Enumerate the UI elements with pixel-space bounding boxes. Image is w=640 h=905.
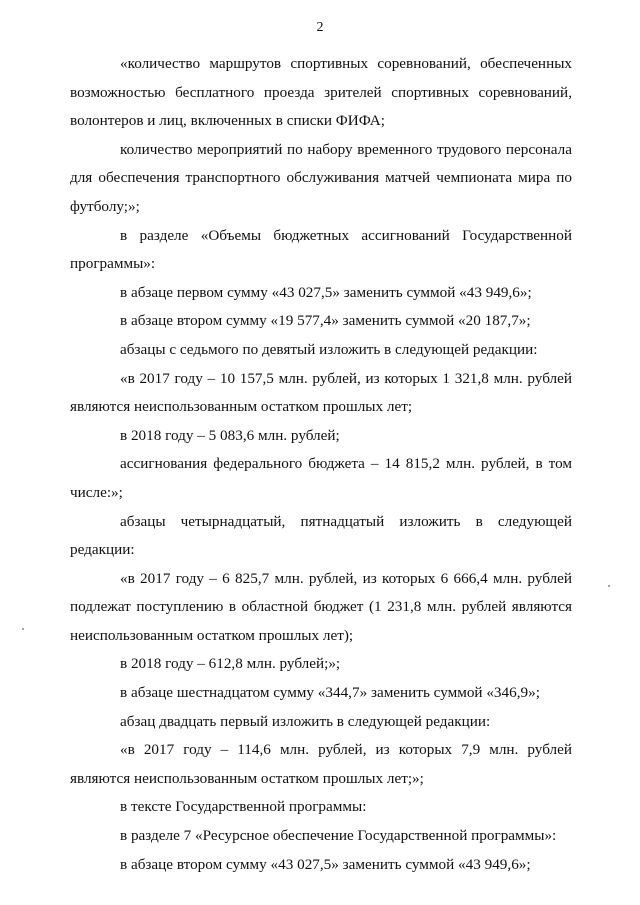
paragraph: количество мероприятий по набору временного трудового персонала для обеспечения транспортного обслуживания матчей чемпионата мира по футболу;»; [70, 140, 572, 215]
paragraph: в 2018 году – 5 083,6 млн. рублей; [120, 426, 340, 444]
paragraph: «в 2017 году – 114,6 млн. рублей, из которых 7,9 млн. рублей являются неиспользованным остатком прошлых лет;»; [70, 741, 572, 787]
paragraph: «количество маршрутов спортивных соревнований, обеспеченных возможностью бесплатного проезда зрителей спортивных соревнований, волонтеров и лиц, включенных в списки ФИФА; [70, 55, 572, 130]
paragraph: абзацы с седьмого по девятый изложить в следующей редакции: [120, 340, 538, 358]
paragraph: в разделе «Объемы бюджетных ассигнований Государственной программы»: [70, 226, 572, 273]
document-body [70, 50, 572, 879]
paragraph: в разделе 7 «Ресурсное обеспечение Государственной программы»: [120, 827, 557, 845]
paragraph: «в 2017 году – 6 825,7 млн. рублей, из которых 6 666,4 млн. рублей подлежат поступлению в областной бюджет (1 231,8 млн. рублей являются неиспользованным остатком прошлых лет); [70, 569, 572, 644]
scan-speck [608, 585, 610, 587]
paragraph: в тексте Государственной программы: [120, 798, 367, 816]
page-number: 2 [316, 20, 324, 35]
paragraph: в 2018 году – 612,8 млн. рублей;»; [120, 655, 341, 673]
paragraph: абзацы четырнадцатый, пятнадцатый изложить в следующей редакции: [70, 512, 572, 559]
scan-speck [22, 628, 24, 630]
paragraph: абзац двадцать первый изложить в следующей редакции: [120, 712, 491, 730]
paragraph: в абзаце шестнадцатом сумму «344,7» заменить суммой «346,9»; [120, 684, 540, 702]
paragraph: в абзаце втором сумму «19 577,4» заменить суммой «20 187,7»; [120, 312, 531, 330]
paragraph: «в 2017 году – 10 157,5 млн. рублей, из которых 1 321,8 млн. рублей являются неиспользованным остатком прошлых лет; [70, 369, 572, 416]
paragraph: в абзаце втором сумму «43 027,5» заменить суммой «43 949,6»; [120, 855, 531, 873]
paragraph: в абзаце первом сумму «43 027,5» заменить суммой «43 949,6»; [120, 283, 532, 301]
paragraph: ассигнования федерального бюджета – 14 815,2 млн. рублей, в том числе:»; [70, 455, 572, 501]
